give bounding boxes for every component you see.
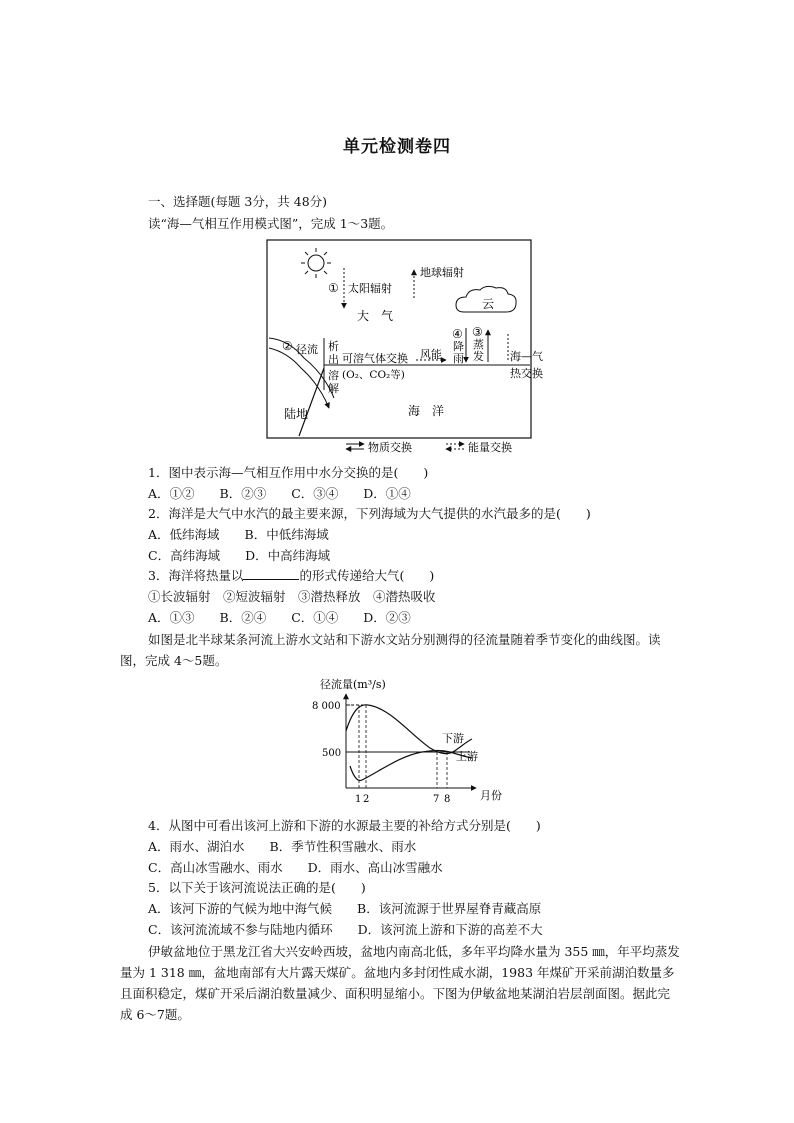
rain-char-1: 降	[453, 340, 464, 353]
paragraph-1: 如图是北半球某条河流上游水文站和下游水文站分别测得的径流量随着季节变化的曲线图。读图，完成 4～5题。	[120, 632, 661, 668]
series-upstream-line	[350, 751, 472, 781]
question-5: 5．以下关于该河流说法正确的是( )	[148, 880, 366, 895]
rain-char-2: 雨	[453, 352, 464, 365]
question-4-options-1: A．雨水、湖泊水 B．季节性积雪融水、雨水	[148, 839, 417, 854]
label-2: ②	[282, 339, 293, 353]
precip-char-3: 溶	[328, 369, 339, 382]
runoff-chart	[310, 676, 530, 808]
legend-energy-label: 能量交换	[468, 441, 512, 454]
x-tick-8: 8	[444, 794, 451, 805]
sun-icon	[301, 248, 331, 278]
chart-xlabel: 月份	[480, 789, 502, 802]
solar-radiation-label: 太阳辐射	[348, 282, 392, 295]
heat-exchange-label-1: 海—气	[510, 350, 543, 363]
paragraph-2: 伊敏盆地位于黑龙江省大兴安岭西坡，盆地内南高北低，多年平均降水量为 355 ㎜，年平均蒸发量为 1 318 ㎜，盆地南部有大片露天煤矿。盆地内多封闭性咸水湖，1983 年煤矿开采前湖泊数量多且面积稳定，煤矿开采后湖泊数量减少、面积明显缩小。下图为伊敏盆地某湖泊岩层剖面图。据此完成 6～7题。	[120, 944, 680, 1022]
series-downstream-line	[346, 705, 472, 754]
legend-upstream: 上游	[456, 750, 478, 763]
question-2-options-1: A．低纬海域 B．中低纬海域	[148, 527, 329, 542]
gas-detail-label: (O₂、CO₂等)	[342, 369, 405, 381]
atmosphere-label: 大 气	[357, 309, 394, 323]
precip-char-4: 解	[328, 382, 339, 395]
question-4: 4．从图中可看出该河上游和下游的水源最主要的补给方式分别是( )	[148, 818, 541, 833]
sea-air-diagram	[264, 238, 543, 458]
question-3-suffix: 的形式传递给大气( )	[299, 568, 435, 583]
precip-char-2: 出	[328, 353, 339, 366]
question-3	[148, 567, 434, 585]
ocean-label: 海 洋	[408, 404, 445, 418]
label-3: ③	[472, 325, 483, 339]
evap-char-1: 蒸	[473, 338, 484, 351]
page-title: 单元检测卷四	[343, 137, 451, 157]
label-4: ④	[452, 327, 463, 341]
heat-exchange-label-2: 热交换	[510, 367, 543, 380]
gas-exchange-label: 可溶气体交换	[342, 352, 408, 365]
legend-material-label: 物质交换	[368, 441, 412, 454]
x-tick-7: 7	[433, 794, 440, 805]
question-2-options-2: C．高纬海域 D．中高纬海域	[148, 548, 331, 563]
runoff-label: 径流	[296, 343, 318, 356]
evap-char-2: 发	[473, 350, 484, 363]
question-2: 2．海洋是大气中水汽的最主要来源，下列海域为大气提供的水汽最多的是( )	[148, 506, 591, 521]
section-intro: 读“海—气相互作用模式图”，完成 1～3题。	[148, 216, 394, 231]
precip-char-1: 析	[328, 340, 339, 353]
wind-energy-label: 风能	[420, 348, 442, 361]
chart-ylabel: 径流量(m³/s)	[320, 678, 386, 691]
land-label: 陆地	[284, 407, 309, 421]
question-1-options: A．①② B．②③ C．③④ D．①④	[148, 486, 411, 501]
question-3-prefix: 3．海洋将热量以	[148, 568, 244, 583]
question-4-options-2: C．高山冰雪融水、雨水 D．雨水、高山冰雪融水	[148, 860, 443, 875]
question-3-options: A．①③ B．②④ C．①④ D．②③	[148, 610, 411, 625]
x-tick-2: 2	[363, 794, 370, 805]
x-tick-1: 1	[355, 794, 362, 805]
question-5-options-2: C．该河流流域不参与陆地内循环 D．该河流上游和下游的高差不大	[148, 922, 543, 937]
earth-radiation-label: 地球辐射	[420, 266, 464, 279]
question-5-options-1: A．该河下游的气候为地中海气候 B．该河流源于世界屋脊青藏高原	[148, 901, 542, 916]
question-1: 1．图中表示海—气相互作用中水分交换的是( )	[148, 465, 429, 480]
label-1: ①	[328, 281, 339, 295]
y-tick-8000: 8 000	[312, 701, 341, 712]
answer-blank	[243, 567, 299, 580]
cloud-label: 云	[482, 297, 495, 311]
question-3-items: ①长波辐射 ②短波辐射 ③潜热释放 ④潜热吸收	[148, 589, 436, 604]
legend-downstream: 下游	[442, 732, 464, 745]
y-tick-500: 500	[322, 748, 342, 759]
section-heading: 一、选择题(每题 3分，共 48分)	[148, 194, 328, 209]
